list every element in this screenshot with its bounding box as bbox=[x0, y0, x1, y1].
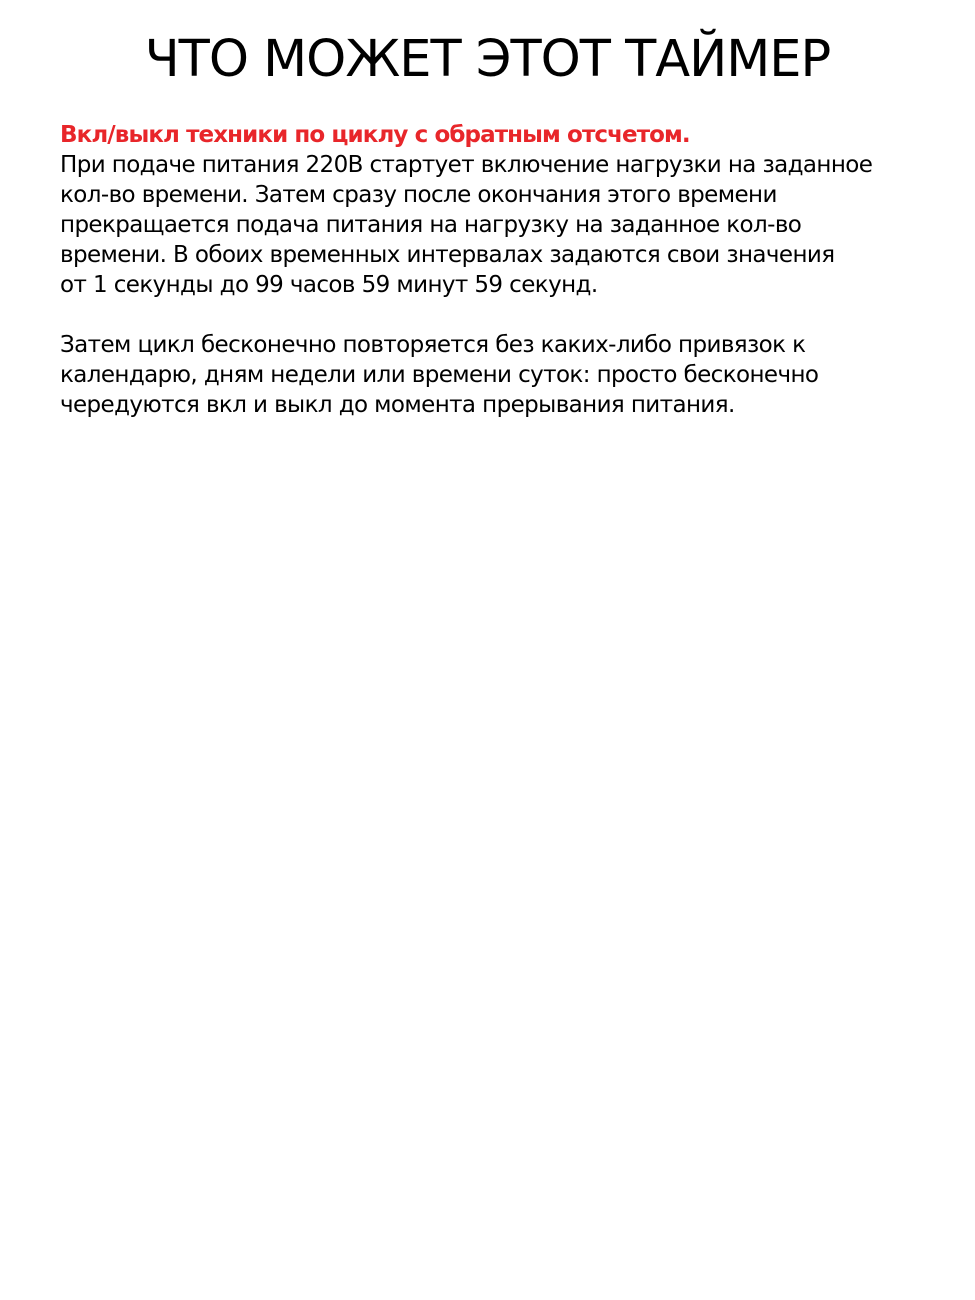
section-heading: Вкл/выкл техники по циклу с обратным отсчетом. bbox=[60, 122, 690, 148]
slide-title: ЧТО МОЖЕТ ЭТОТ ТАЙМЕР bbox=[144, 30, 831, 89]
paragraph-line: календарю, дням недели или времени суток: просто бесконечно bbox=[60, 362, 819, 388]
paragraph-2 bbox=[60, 330, 940, 420]
paragraph-line: времени. В обоих временных интервалах задаются свои значения bbox=[60, 242, 835, 268]
paragraph-spacer bbox=[60, 300, 940, 330]
paragraph-line: При подаче питания 220В стартует включение нагрузки на заданное bbox=[60, 152, 873, 178]
paragraph-line: прекращается подача питания на нагрузку на заданное кол-во bbox=[60, 212, 802, 238]
paragraph-line: кол-во времени. Затем сразу после окончания этого времени bbox=[60, 182, 777, 208]
paragraph-line: чередуются вкл и выкл до момента прерывания питания. bbox=[60, 392, 735, 418]
paragraph-1 bbox=[60, 150, 940, 300]
paragraph-line: от 1 секунды до 99 часов 59 минут 59 секунд. bbox=[60, 272, 598, 298]
slide-body bbox=[60, 120, 940, 420]
paragraph-line: Затем цикл бесконечно повторяется без каких-либо привязок к bbox=[60, 332, 806, 358]
